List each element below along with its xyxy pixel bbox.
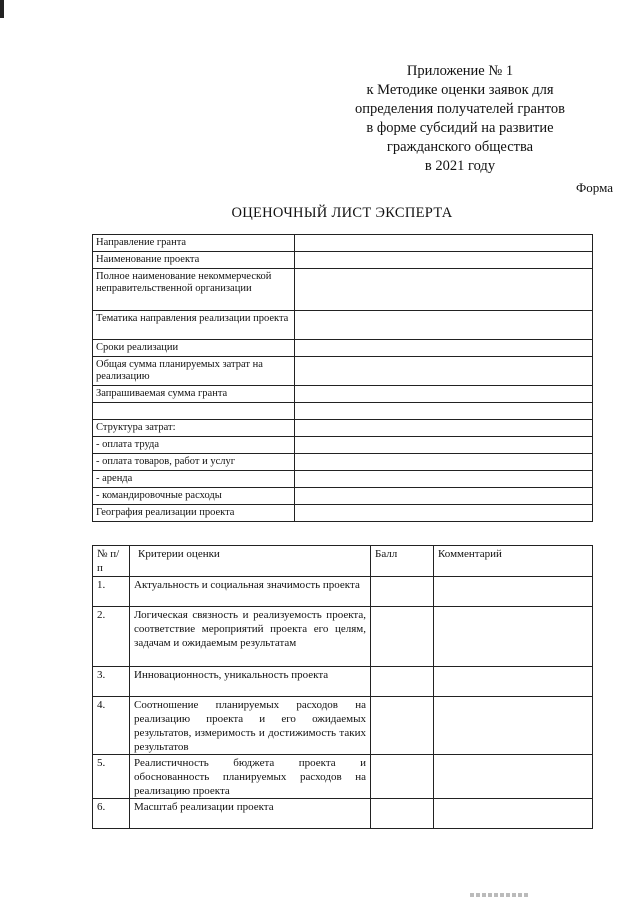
appendix-line: определения получателей грантов <box>355 101 565 117</box>
info-row <box>93 505 593 522</box>
info-value-field[interactable] <box>295 357 593 386</box>
info-value-field[interactable] <box>295 235 593 252</box>
info-row <box>93 357 593 386</box>
appendix-line: в форме субсидий на развитие <box>366 120 554 136</box>
info-row <box>93 252 593 269</box>
criteria-row <box>93 697 593 755</box>
appendix-line: к Методике оценки заявок для <box>366 82 554 98</box>
info-value-field[interactable] <box>295 252 593 269</box>
comment-field[interactable] <box>434 755 593 799</box>
criteria-number: 6. <box>93 799 130 829</box>
appendix-line: гражданского общества <box>386 139 534 155</box>
comment-field[interactable] <box>434 697 593 755</box>
score-field[interactable] <box>371 755 434 799</box>
info-label: Наименование проекта <box>93 252 295 269</box>
header-score: Балл <box>371 546 434 577</box>
info-label: Запрашиваемая сумма гранта <box>93 386 295 403</box>
info-row <box>93 471 593 488</box>
criteria-text: Соотношение планируемых расходов на реализацию проекта и его ожидаемых результатов, измеримость и достижимость таких результатов <box>130 697 371 755</box>
criteria-table <box>92 545 593 829</box>
criteria-header-row <box>93 546 593 577</box>
criteria-row <box>93 577 593 607</box>
criteria-number: 3. <box>93 667 130 697</box>
info-row <box>93 311 593 340</box>
criteria-number: 4. <box>93 697 130 755</box>
info-label: Полное наименование некоммерческой неправительственной организации <box>93 269 295 311</box>
criteria-text: Реалистичность бюджета проекта и обоснованность планируемых расходов на реализацию проекта <box>130 755 371 799</box>
info-row <box>93 403 593 420</box>
criteria-text: Логическая связность и реализуемость проекта, соответствие мероприятий проекта его целям, задачам и ожидаемым результатам <box>130 607 371 667</box>
info-label: Направление гранта <box>93 235 295 252</box>
info-label: - оплата труда <box>93 437 295 454</box>
info-row <box>93 269 593 311</box>
criteria-row <box>93 607 593 667</box>
form-label: Форма <box>576 180 613 195</box>
criteria-row <box>93 755 593 799</box>
info-row <box>93 420 593 437</box>
info-value-field[interactable] <box>295 471 593 488</box>
scan-footer-mark <box>470 893 530 897</box>
info-row <box>93 340 593 357</box>
score-field[interactable] <box>371 607 434 667</box>
criteria-row <box>93 667 593 697</box>
info-label: - командировочные расходы <box>93 488 295 505</box>
info-label: - оплата товаров, работ и услуг <box>93 454 295 471</box>
appendix-line: Приложение № 1 <box>406 63 514 79</box>
info-label: География реализации проекта <box>93 505 295 522</box>
info-row <box>93 488 593 505</box>
info-value-field[interactable] <box>295 386 593 403</box>
criteria-row <box>93 799 593 829</box>
page-title: ОЦЕНОЧНЫЙ ЛИСТ ЭКСПЕРТА <box>231 205 453 221</box>
scan-corner-mark <box>0 0 4 18</box>
info-value-field[interactable] <box>295 505 593 522</box>
criteria-text: Актуальность и социальная значимость проекта <box>130 577 371 607</box>
criteria-text: Масштаб реализации проекта <box>130 799 371 829</box>
header-criteria: Критерии оценки <box>130 546 371 577</box>
info-label: Общая сумма планируемых затрат на реализацию <box>93 357 295 386</box>
criteria-number: 2. <box>93 607 130 667</box>
info-value-field[interactable] <box>295 488 593 505</box>
appendix-header <box>330 62 590 176</box>
score-field[interactable] <box>371 799 434 829</box>
comment-field[interactable] <box>434 799 593 829</box>
criteria-number: 1. <box>93 577 130 607</box>
header-number: № п/п <box>93 546 130 577</box>
info-value-field[interactable] <box>295 269 593 311</box>
criteria-number: 5. <box>93 755 130 799</box>
comment-field[interactable] <box>434 667 593 697</box>
project-info-table <box>92 234 593 522</box>
info-value-field[interactable] <box>295 454 593 471</box>
criteria-text: Инновационность, уникальность проекта <box>130 667 371 697</box>
info-value-field[interactable] <box>295 403 593 420</box>
info-row <box>93 235 593 252</box>
comment-field[interactable] <box>434 577 593 607</box>
info-label: - аренда <box>93 471 295 488</box>
info-label: Структура затрат: <box>93 420 295 437</box>
info-value-field[interactable] <box>295 437 593 454</box>
comment-field[interactable] <box>434 607 593 667</box>
info-value-field[interactable] <box>295 420 593 437</box>
info-label: Сроки реализации <box>93 340 295 357</box>
info-value-field[interactable] <box>295 340 593 357</box>
score-field[interactable] <box>371 697 434 755</box>
info-row <box>93 386 593 403</box>
info-label: Тематика направления реализации проекта <box>93 311 295 340</box>
info-label <box>93 403 295 420</box>
score-field[interactable] <box>371 667 434 697</box>
score-field[interactable] <box>371 577 434 607</box>
header-comment: Комментарий <box>434 546 593 577</box>
info-value-field[interactable] <box>295 311 593 340</box>
appendix-line: в 2021 году <box>424 158 496 174</box>
info-row <box>93 437 593 454</box>
info-row <box>93 454 593 471</box>
